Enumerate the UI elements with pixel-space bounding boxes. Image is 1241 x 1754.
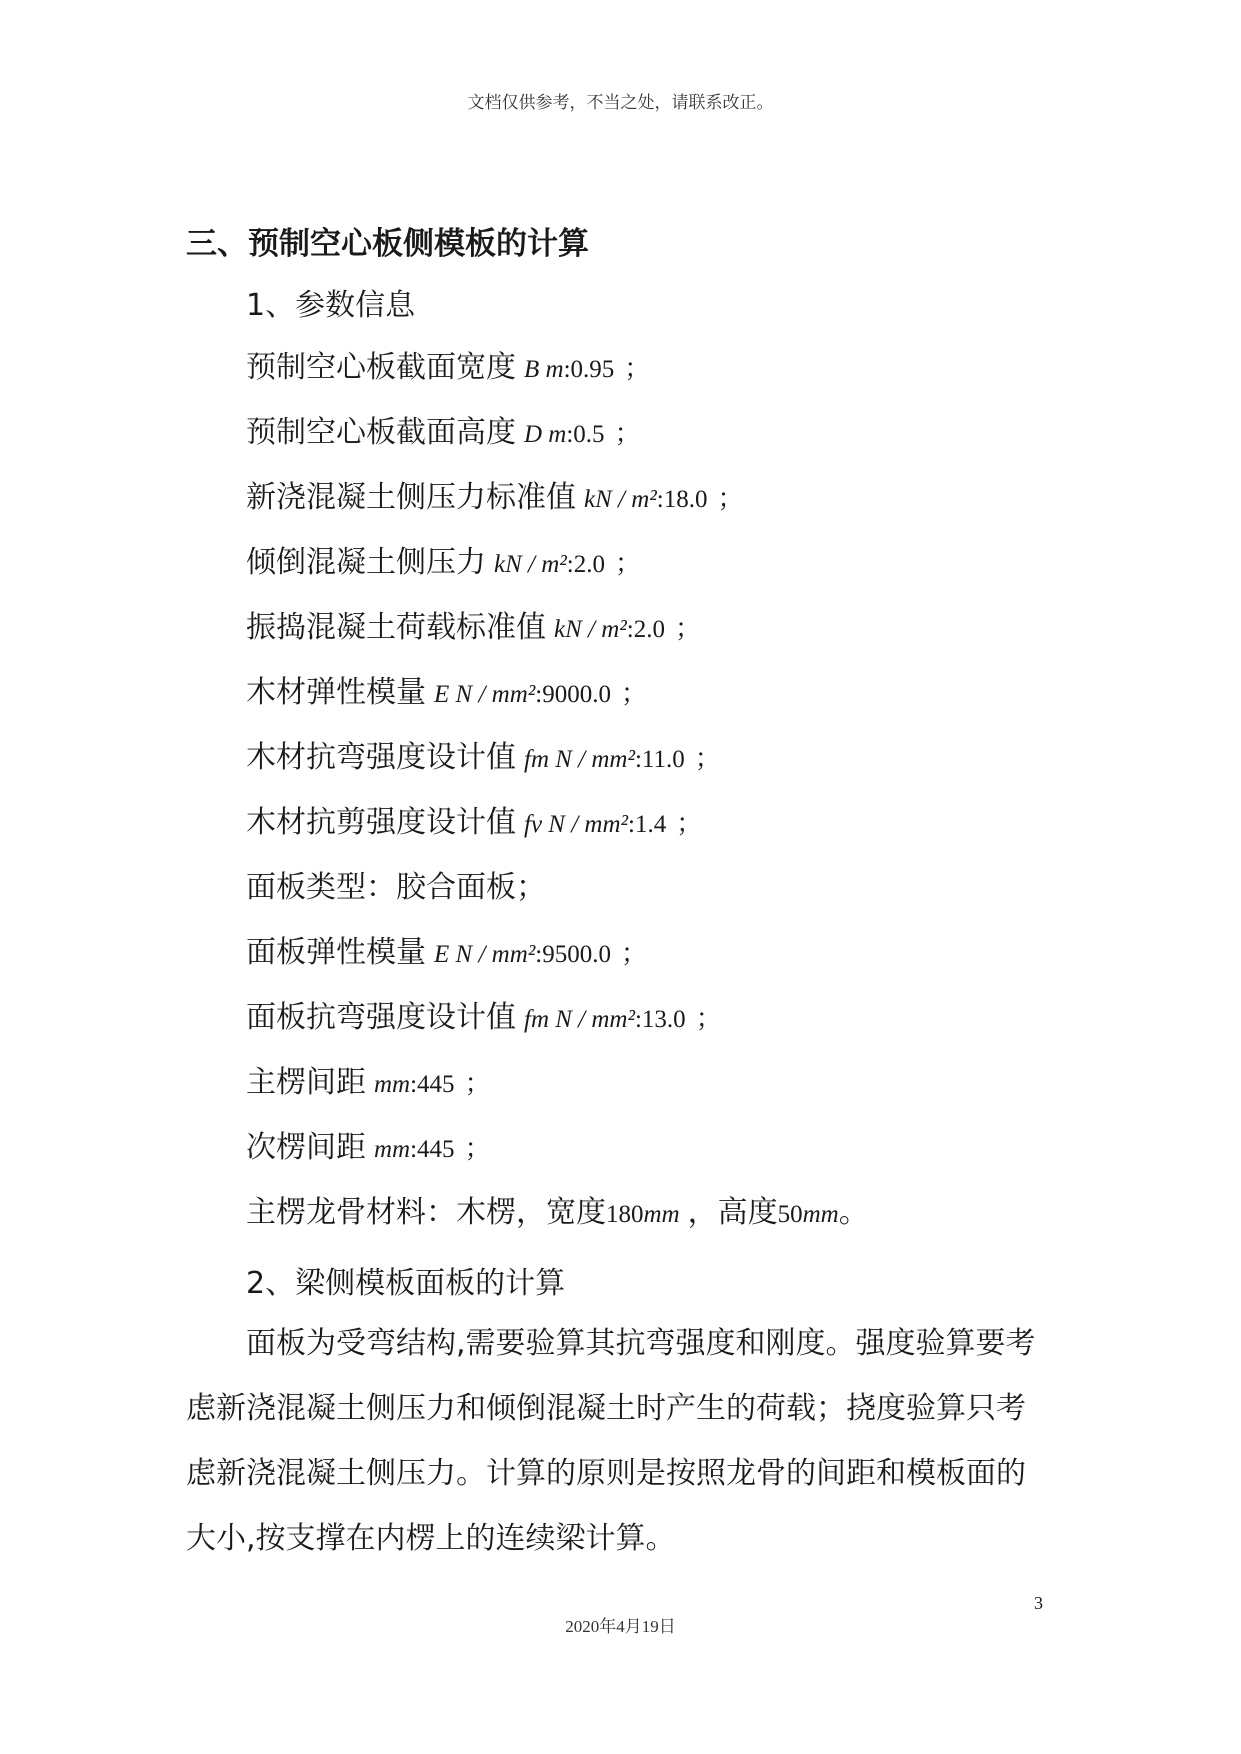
- material-end: 。: [838, 1195, 869, 1230]
- param-label: 木材抗剪强度设计值: [246, 805, 516, 840]
- param-symbol: mm: [374, 1071, 411, 1098]
- param-label: 振捣混凝土荷载标准值: [246, 610, 546, 645]
- material-prefix: 主楞龙骨材料：木楞，宽度: [246, 1195, 606, 1230]
- param-value: :0.5: [566, 421, 605, 448]
- page-footer-date: 2020年4月19日: [565, 1617, 676, 1636]
- param-line: [246, 866, 546, 910]
- param-value: :2.0: [566, 551, 605, 578]
- param-end: ；: [464, 1134, 491, 1164]
- param-end: ；: [464, 1069, 491, 1099]
- page-header: 文档仅供参考，不当之处，请联系改正。: [467, 93, 774, 113]
- param-value: :2.0: [626, 616, 665, 643]
- param-line: [246, 671, 647, 715]
- param-symbol: E N / mm²: [434, 681, 536, 708]
- material-height: 50: [777, 1201, 803, 1228]
- param-symbol: mm: [374, 1136, 411, 1163]
- subsection-parameters: 1、参数信息: [246, 288, 416, 323]
- material-line: [246, 1191, 869, 1235]
- param-value: :0.95: [563, 356, 615, 383]
- param-value: :11.0: [634, 746, 685, 773]
- param-symbol: kN / m²: [584, 486, 657, 513]
- param-line: [246, 476, 744, 520]
- param-symbol: kN / m²: [554, 616, 627, 643]
- param-end: ；: [620, 939, 647, 969]
- param-end: ；: [620, 679, 647, 709]
- param-line: [246, 1061, 491, 1105]
- param-end: ；: [695, 1004, 722, 1034]
- param-symbol: E N / mm²: [434, 941, 536, 968]
- paragraph-line: 虑新浇混凝土侧压力。计算的原则是按照龙骨的间距和模板面的: [186, 1456, 1026, 1491]
- param-symbol: D m: [524, 421, 567, 448]
- param-symbol: kN / m²: [494, 551, 567, 578]
- param-value: :13.0: [634, 1006, 686, 1033]
- param-label: 预制空心板截面高度: [246, 415, 516, 450]
- param-symbol: fm N / mm²: [524, 1006, 635, 1033]
- param-label: 次楞间距: [246, 1130, 366, 1165]
- paragraph-line: 虑新浇混凝土侧压力和倾倒混凝土时产生的荷载；挠度验算只考: [186, 1391, 1026, 1426]
- param-line: [246, 541, 641, 585]
- param-line: [246, 346, 650, 390]
- param-label: 主楞间距: [246, 1065, 366, 1100]
- param-value: :9000.0: [535, 681, 611, 708]
- param-end: ；: [624, 354, 651, 384]
- paragraph-line: 面板为受弯结构,需要验算其抗弯强度和刚度。强度验算要考: [246, 1326, 1036, 1361]
- param-end: ；: [614, 549, 641, 579]
- material-unit: mm: [802, 1201, 839, 1228]
- param-end: ；: [717, 484, 744, 514]
- param-value: :9500.0: [535, 941, 611, 968]
- material-mid: ，高度: [687, 1195, 778, 1230]
- param-value: :445: [410, 1071, 455, 1098]
- section-title: 三、预制空心板侧模板的计算: [186, 226, 589, 262]
- param-line: [246, 996, 722, 1040]
- param-end: ；: [694, 744, 721, 774]
- param-label: 面板类型：胶合面板；: [246, 870, 546, 905]
- param-value: :445: [410, 1136, 455, 1163]
- param-line: [246, 801, 702, 845]
- material-unit: mm: [643, 1201, 680, 1228]
- param-label: 面板抗弯强度设计值: [246, 1000, 516, 1035]
- param-value: :18.0: [656, 486, 708, 513]
- paragraph-line: 大小,按支撑在内楞上的连续梁计算。: [186, 1521, 676, 1556]
- param-label: 木材抗弯强度设计值: [246, 740, 516, 775]
- param-label: 倾倒混凝土侧压力: [246, 545, 486, 580]
- page-number: 3: [1034, 1593, 1043, 1613]
- param-symbol: B m: [524, 356, 564, 383]
- param-value: :1.4: [628, 811, 667, 838]
- material-width: 180: [606, 1201, 644, 1228]
- param-end: ；: [674, 614, 701, 644]
- param-line: [246, 1126, 491, 1170]
- param-end: ；: [614, 419, 641, 449]
- param-label: 新浇混凝土侧压力标准值: [246, 480, 576, 515]
- param-line: [246, 736, 721, 780]
- param-symbol: fm N / mm²: [524, 746, 635, 773]
- param-end: ；: [676, 809, 703, 839]
- param-line: [246, 931, 647, 975]
- param-line: [246, 411, 641, 455]
- param-line: [246, 606, 701, 650]
- param-symbol: fv N / mm²: [524, 811, 629, 838]
- param-label: 预制空心板截面宽度: [246, 350, 516, 385]
- param-label: 面板弹性模量: [246, 935, 426, 970]
- subsection-panel-calc: 2、梁侧模板面板的计算: [246, 1266, 566, 1301]
- param-label: 木材弹性模量: [246, 675, 426, 710]
